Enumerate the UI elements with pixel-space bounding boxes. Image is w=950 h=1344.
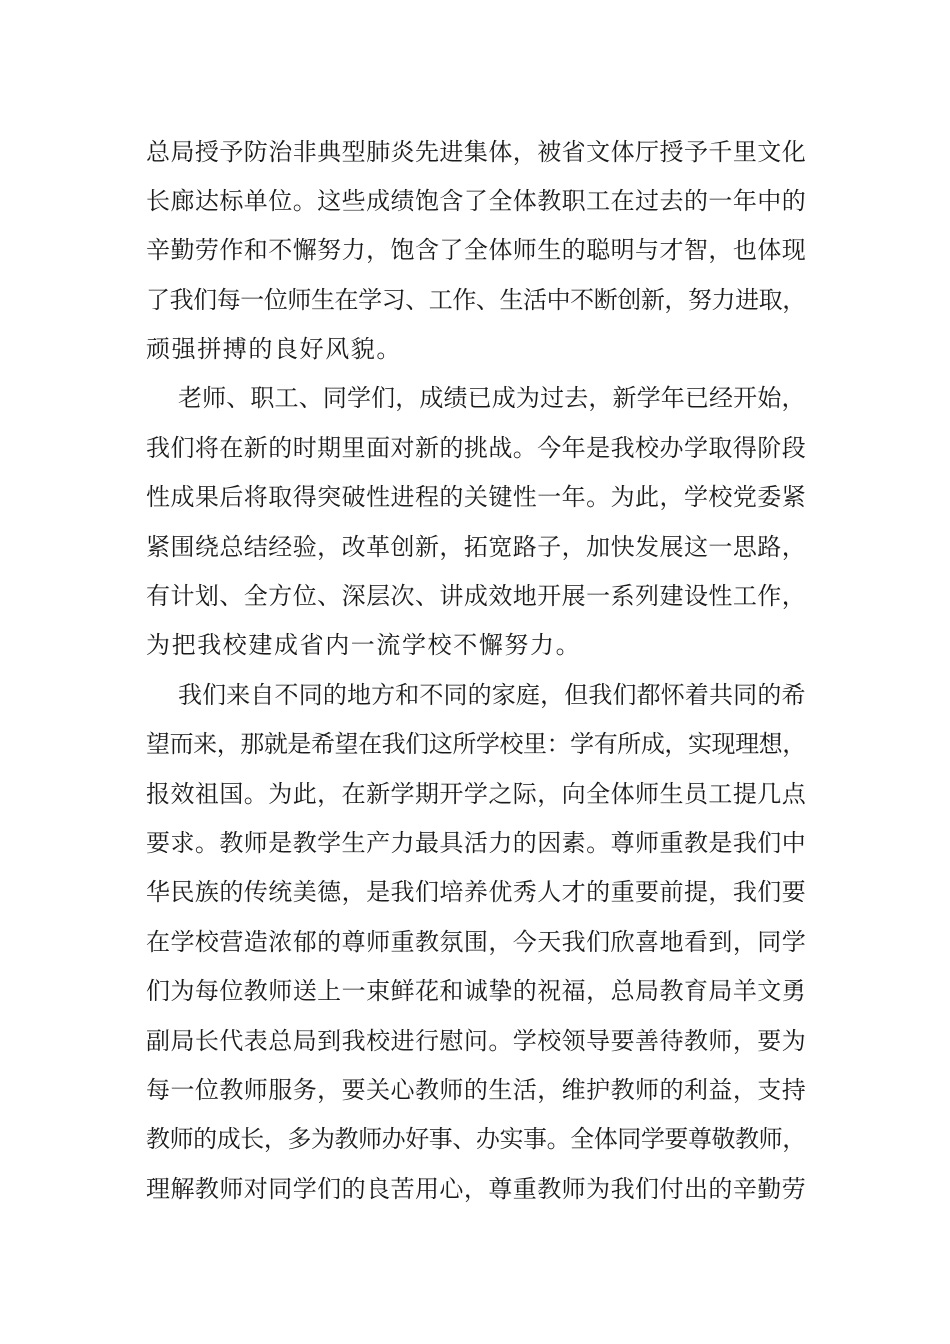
text-line: 了我们每一位师生在学习、工作、生活中不断创新，努力进取， (146, 286, 806, 314)
text-line: 辛勤劳作和不懈努力，饱含了全体师生的聪明与才智，也体现 (146, 236, 807, 264)
text-line: 长廊达标单位。这些成绩饱含了全体教职工在过去的一年中的 (146, 187, 807, 215)
text-line: 报效祖国。为此，在新学期开学之际，向全体师生员工提几点 (146, 780, 807, 808)
text-line: 每一位教师服务，要关心教师的生活，维护教师的利益，支持 (146, 1076, 807, 1104)
text-line: 老师、职工、同学们，成绩已成为过去，新学年已经开始， (178, 384, 806, 412)
text-line: 理解教师对同学们的良苦用心，尊重教师为我们付出的辛勤劳 (146, 1175, 807, 1203)
text-line: 在学校营造浓郁的尊师重教氛围，今天我们欣喜地看到，同学 (146, 928, 807, 956)
text-line: 要求。教师是教学生产力最具活力的因素。尊师重教是我们中 (146, 829, 807, 857)
text-line: 我们来自不同的地方和不同的家庭，但我们都怀着共同的希 (178, 681, 806, 709)
text-line: 性成果后将取得突破性进程的关键性一年。为此，学校党委紧 (146, 483, 807, 511)
text-line: 望而来，那就是希望在我们这所学校里：学有所成，实现理想， (146, 730, 806, 758)
text-line: 我们将在新的时期里面对新的挑战。今年是我校办学取得阶段 (146, 434, 807, 462)
text-line: 总局授予防治非典型肺炎先进集体，被省文体厅授予千里文化 (146, 138, 807, 166)
text-line: 顽强拼搏的良好风貌。 (146, 335, 402, 363)
text-line: 紧围绕总结经验，改革创新，拓宽路子，加快发展这一思路， (146, 533, 807, 561)
text-line: 有计划、全方位、深层次、讲成效地开展一系列建设性工作， (146, 582, 807, 610)
text-line: 们为每位教师送上一束鲜花和诚挚的祝福，总局教育局羊文勇 (146, 977, 807, 1005)
text-line: 华民族的传统美德，是我们培养优秀人才的重要前提，我们要 (146, 878, 807, 906)
text-line: 副局长代表总局到我校进行慰问。学校领导要善待教师，要为 (146, 1027, 807, 1055)
text-line: 为把我校建成省内一流学校不懈努力。 (146, 631, 582, 659)
text-line: 教师的成长，多为教师办好事、办实事。全体同学要尊敬教师， (146, 1125, 806, 1153)
